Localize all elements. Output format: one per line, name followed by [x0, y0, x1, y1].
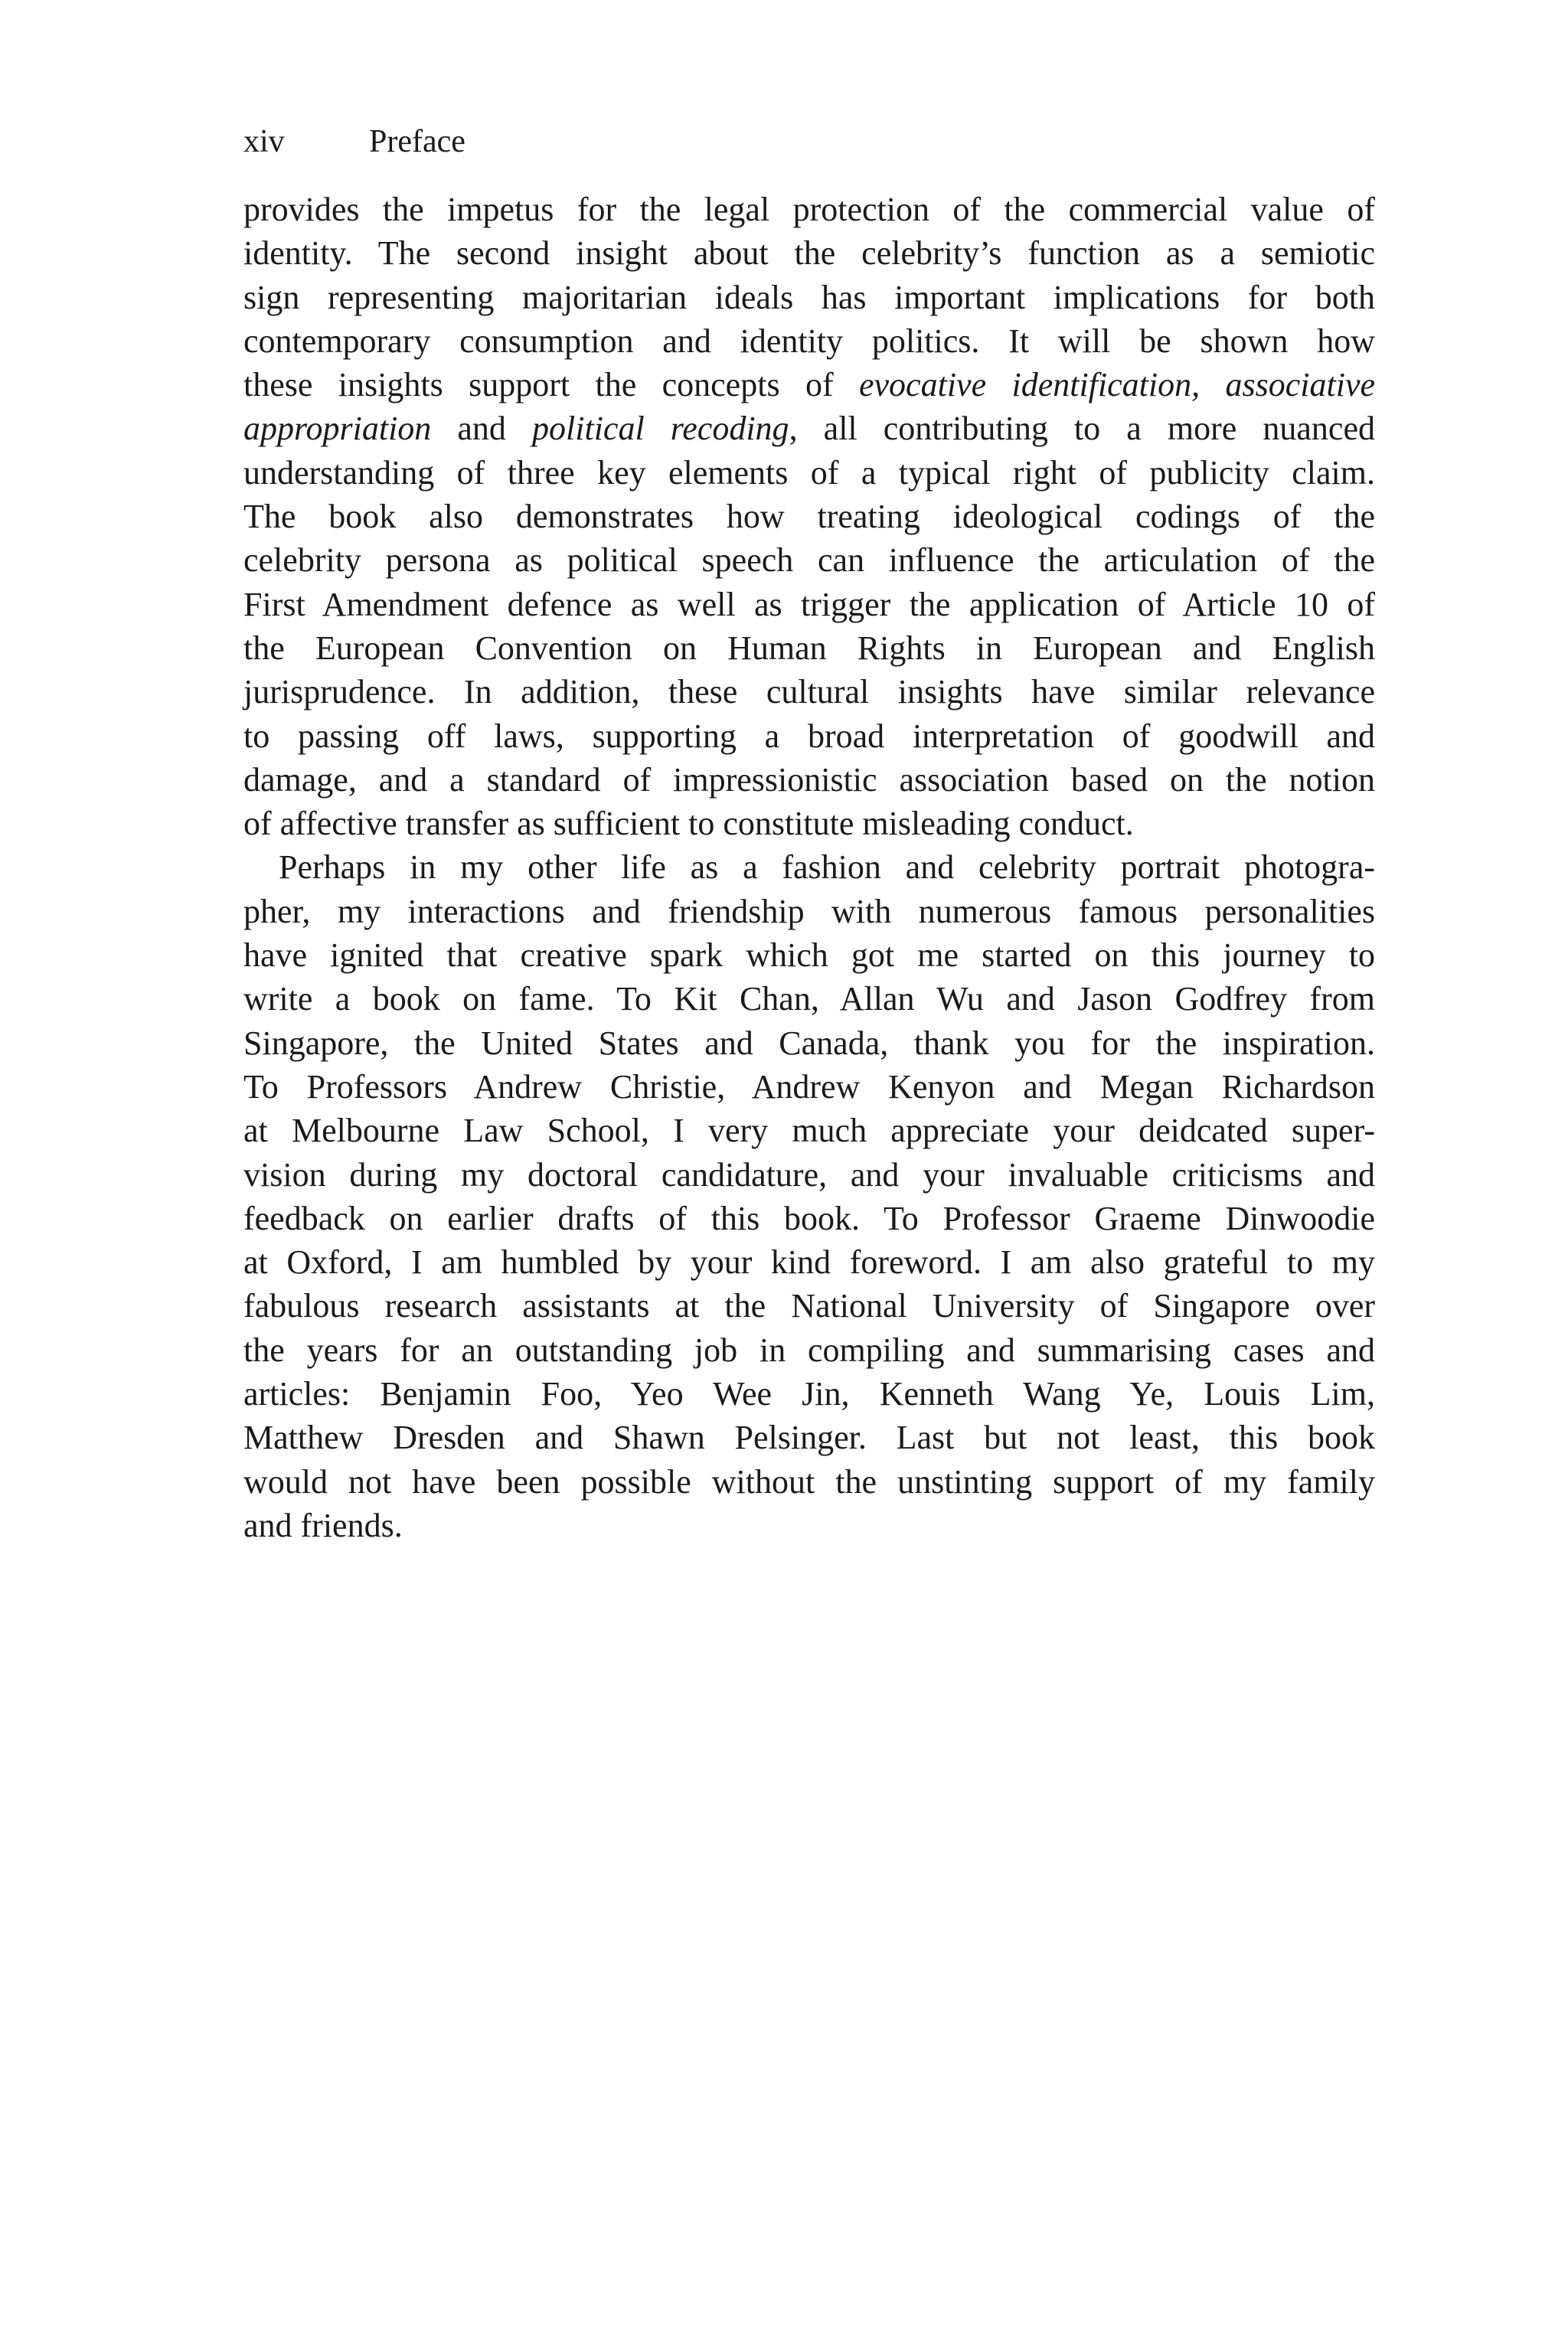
- text-run: have ignited that creative spark which got me started on this journey to: [243, 936, 1375, 975]
- text-run: fabulous research assistants at the National University of Singapore over: [243, 1287, 1375, 1325]
- text-line: [243, 231, 1375, 275]
- text-run: would not have been possible without the unstinting support of my family: [243, 1462, 1375, 1501]
- text-run: to passing off laws, supporting a broad interpretation of goodwill and: [243, 717, 1375, 755]
- text-line: [243, 1416, 1375, 1459]
- text-line: [243, 1197, 1375, 1240]
- body-text: [243, 188, 1375, 1547]
- text-line: [243, 538, 1375, 582]
- text-line: [243, 714, 1375, 758]
- text-line: [243, 1460, 1375, 1504]
- text-run: at Melbourne Law School, I very much appreciate your deidcated super-: [243, 1112, 1375, 1150]
- italic-term: appropriation: [243, 410, 432, 448]
- text-run: these insights support the concepts of: [243, 366, 859, 404]
- text-line: [243, 933, 1375, 977]
- text-line: [243, 1021, 1375, 1065]
- text-line: [243, 1109, 1375, 1152]
- text-line: [243, 1284, 1375, 1328]
- text-run: Matthew Dresden and Shawn Pelsinger. Last but not least, this book: [243, 1419, 1375, 1457]
- text-run: vision during my doctoral candidature, and your invaluable criticisms and: [243, 1155, 1375, 1194]
- paragraph: [243, 845, 1375, 1547]
- text-line: [243, 583, 1375, 626]
- text-line: [243, 670, 1375, 714]
- text-line: [243, 802, 1375, 845]
- text-run: identity. The second insight about the celebrity’s function as a semiotic: [243, 234, 1375, 273]
- text-run: feedback on earlier drafts of this book. To Professor Graeme Dinwoodie: [243, 1199, 1375, 1237]
- text-run: Singapore, the United States and Canada, thank you for the inspiration.: [243, 1024, 1375, 1062]
- text-line: [243, 626, 1375, 670]
- text-run: The book also demonstrates how treating ideological codings of the: [243, 498, 1375, 536]
- text-line: [243, 1372, 1375, 1416]
- text-run: jurisprudence. In addition, these cultural insights have similar relevance: [243, 673, 1375, 711]
- text-run: of affective transfer as sufficient to constitute misleading conduct.: [243, 805, 1134, 843]
- text-run: celebrity persona as political speech can influence the articulation of the: [243, 541, 1375, 580]
- running-head: [243, 115, 466, 168]
- text-run: sign representing majoritarian ideals has important implications for both: [243, 278, 1375, 316]
- text-line: [243, 319, 1375, 363]
- italic-term: political recoding: [532, 410, 789, 448]
- text-run: and: [431, 410, 533, 448]
- text-run: understanding of three key elements of a typical right of publicity claim.: [243, 453, 1375, 492]
- text-line: [243, 977, 1375, 1021]
- text-line: [243, 363, 1375, 407]
- text-line: [243, 1328, 1375, 1372]
- text-run: damage, and a standard of impressionistic association based on the notion: [243, 760, 1375, 799]
- text-run: contemporary consumption and identity politics. It will be shown how: [243, 322, 1375, 360]
- text-line: [243, 890, 1375, 933]
- text-line: [243, 1065, 1375, 1109]
- italic-term: evocative identification, associative: [859, 366, 1376, 404]
- section-title: Preface: [369, 124, 466, 159]
- text-line: [243, 188, 1375, 231]
- text-run: , all contributing to a more nuanced: [789, 410, 1375, 448]
- text-run: articles: Benjamin Foo, Yeo Wee Jin, Kenneth Wang Ye, Louis Lim,: [243, 1375, 1375, 1413]
- text-line: [243, 276, 1375, 319]
- text-line: [243, 407, 1375, 450]
- text-run: at Oxford, I am humbled by your kind foreword. I am also grateful to my: [243, 1243, 1375, 1282]
- text-line: [243, 1153, 1375, 1197]
- text-run: the years for an outstanding job in compiling and summarising cases and: [243, 1331, 1375, 1369]
- text-line: [243, 495, 1375, 538]
- text-line: [243, 758, 1375, 802]
- text-run: the European Convention on Human Rights in European and English: [243, 629, 1375, 667]
- page-number: xiv: [243, 124, 285, 159]
- text-run: To Professors Andrew Christie, Andrew Kenyon and Megan Richardson: [243, 1067, 1375, 1106]
- text-run: pher, my interactions and friendship with numerous famous personalities: [243, 892, 1375, 930]
- text-line: [243, 451, 1375, 495]
- text-run: First Amendment defence as well as trigger the application of Article 10 of: [243, 585, 1375, 623]
- text-run: write a book on fame. To Kit Chan, Allan Wu and Jason Godfrey from: [243, 980, 1375, 1018]
- text-run: provides the impetus for the legal protection of the commercial value of: [243, 191, 1375, 228]
- text-run: Perhaps in my other life as a fashion and celebrity portrait photogra-: [279, 848, 1375, 887]
- paragraph: [243, 188, 1375, 845]
- text-line: [243, 1504, 1375, 1547]
- text-run: and friends.: [243, 1506, 403, 1544]
- text-line: [243, 845, 1375, 889]
- text-line: [243, 1240, 1375, 1284]
